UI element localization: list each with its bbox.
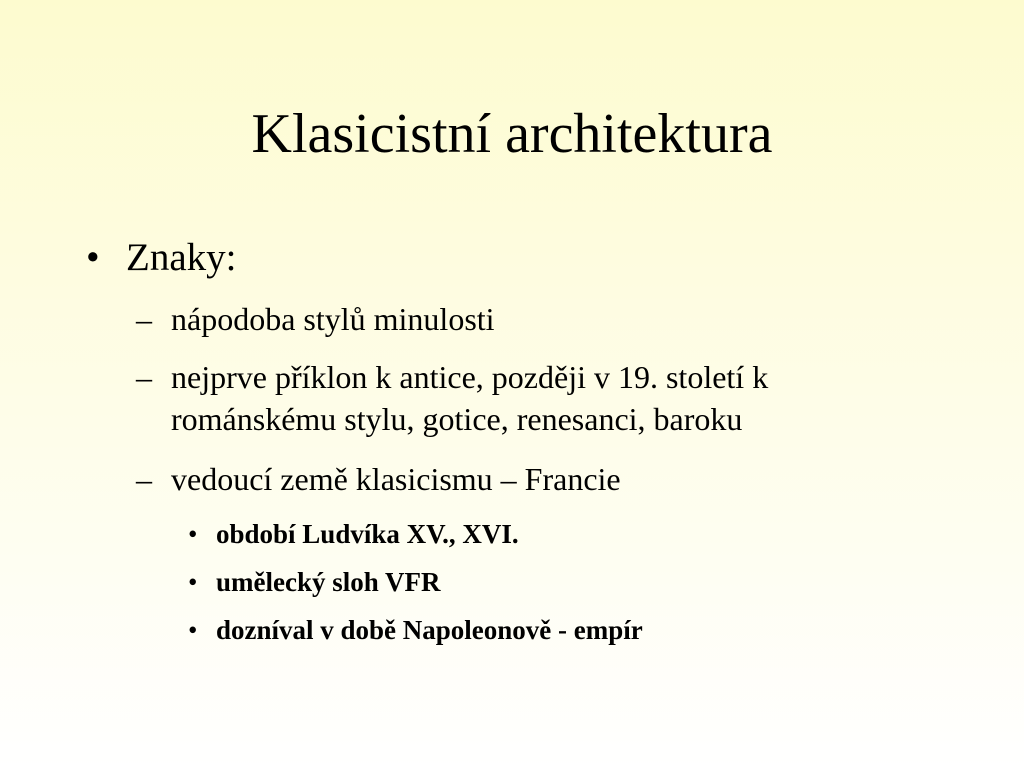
sub-sub-bullet-item xyxy=(188,612,888,648)
bullet-icon: • xyxy=(188,519,198,549)
sub-bullet-text: nejprve příklon k antice, později v 19. století k románskému stylu, gotice, renesanci, baroku xyxy=(171,359,769,437)
bullet-icon: • xyxy=(188,615,198,645)
sub-sub-bullet-text: dozníval v době Napoleonově - empír xyxy=(216,615,643,645)
dash-icon: – xyxy=(136,461,152,497)
sub-bullet-text: nápodoba stylů minulosti xyxy=(171,301,495,337)
sub-sub-bullet-item xyxy=(188,516,888,552)
sub-bullet-item xyxy=(136,458,936,500)
sub-sub-bullet-text: umělecký sloh VFR xyxy=(216,567,441,597)
bullet-text: Znaky: xyxy=(126,236,237,279)
sub-bullet-item xyxy=(136,356,936,440)
sub-bullet-item xyxy=(136,298,936,340)
dash-icon: – xyxy=(136,359,152,395)
bullet-icon: • xyxy=(188,567,198,597)
sub-bullet-text: vedoucí země klasicismu – Francie xyxy=(171,461,621,497)
bullet-icon: • xyxy=(86,236,100,279)
sub-sub-bullet-text: období Ludvíka XV., XVI. xyxy=(216,519,519,549)
slide-title: Klasicistní architektura xyxy=(251,103,773,165)
sub-sub-bullet-item xyxy=(188,564,888,600)
dash-icon: – xyxy=(136,301,152,337)
